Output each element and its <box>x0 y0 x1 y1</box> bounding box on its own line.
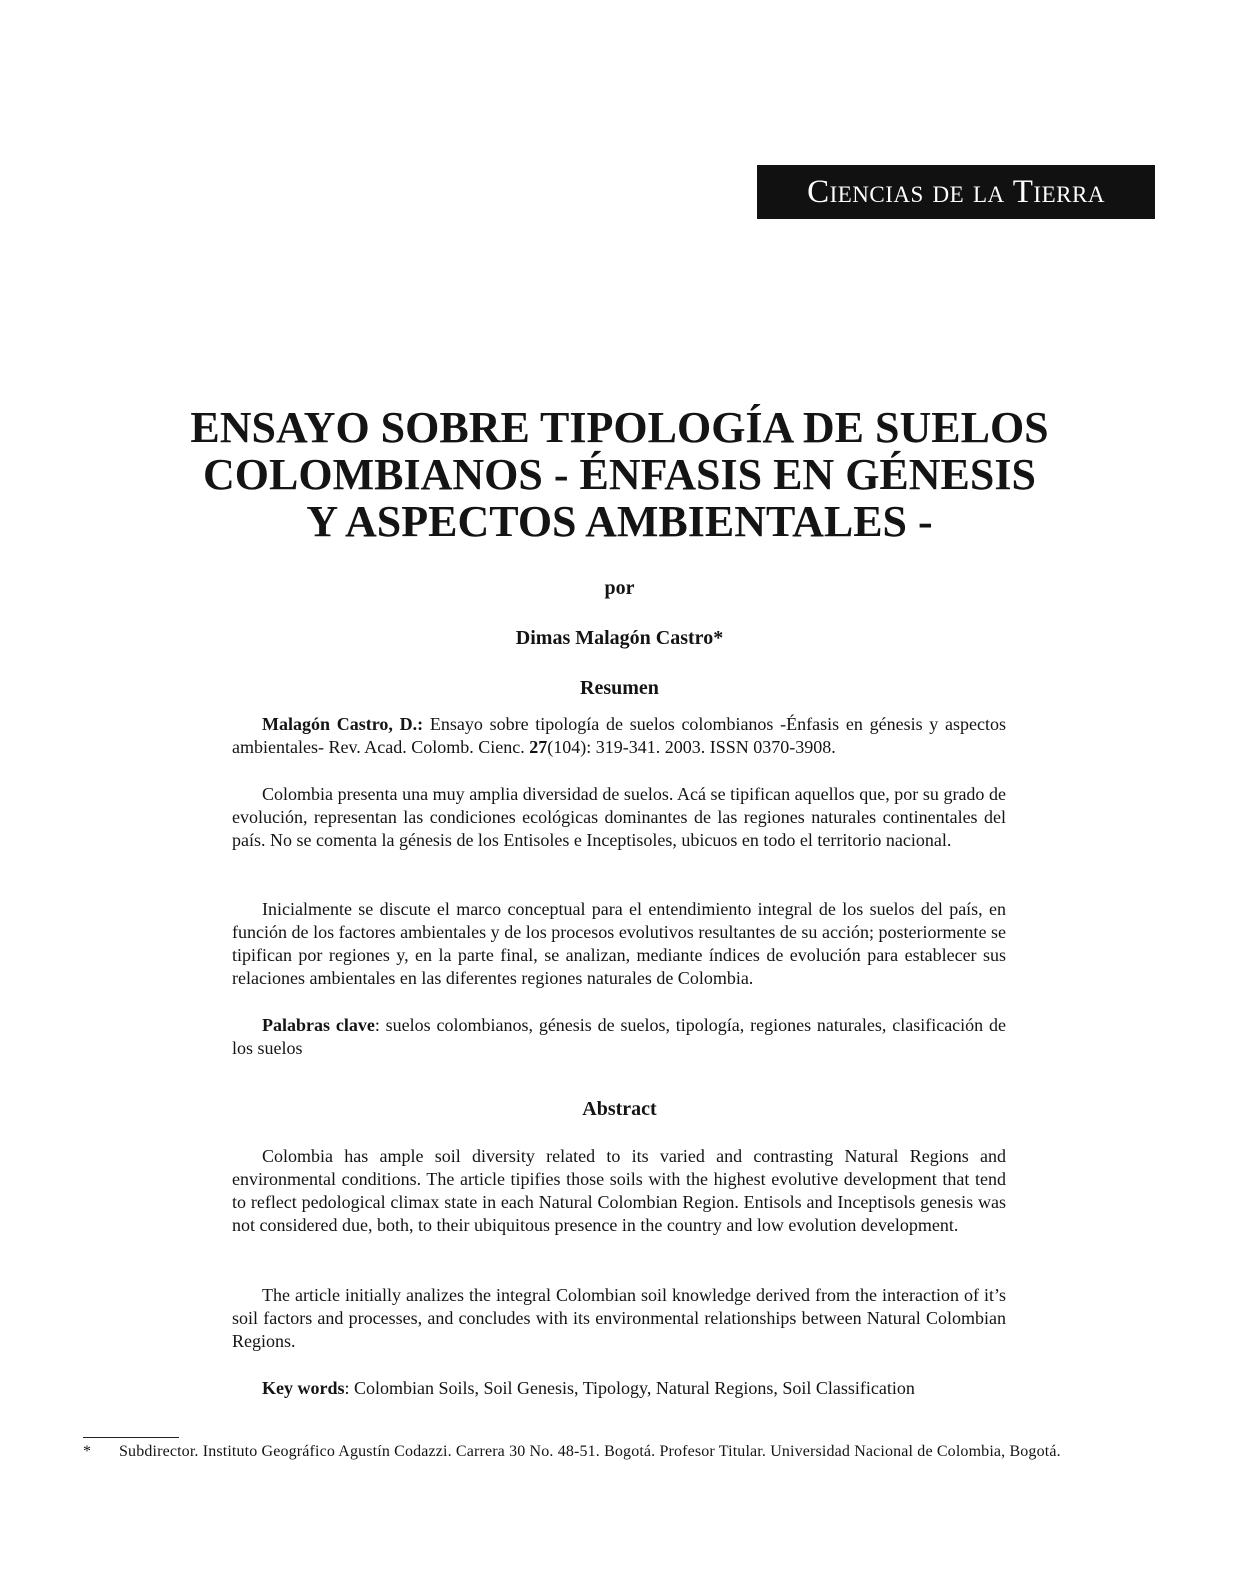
abstract-paragraph: The article initially analizes the integral Colombian soil knowledge derived from the interaction of it’s soil factors and processes, and concludes with its environmental relationships between Natural Colombian Regions. <box>232 1285 1006 1351</box>
citation-authors: Malagón Castro, D.: <box>262 714 424 734</box>
abstract-keywords <box>232 1377 1006 1400</box>
footnote-rule <box>83 1437 179 1438</box>
keywords-label: Palabras clave <box>262 1015 375 1035</box>
keywords-text: : Colombian Soils, Soil Genesis, Tipology, Natural Regions, Soil Classification <box>344 1378 915 1398</box>
article-title <box>120 404 1119 545</box>
footnote <box>83 1442 1163 1462</box>
resumen-heading: Resumen <box>580 677 659 699</box>
abstract-heading: Abstract <box>582 1098 657 1120</box>
author-name: Dimas Malagón Castro* <box>515 627 724 649</box>
keywords-label: Key words <box>262 1378 345 1398</box>
citation-paragraph <box>232 713 1006 759</box>
title-line: ENSAYO SOBRE TIPOLOGÍA DE SUELOS <box>190 403 1049 452</box>
resumen-paragraph: Colombia presenta una muy amplia diversidad de suelos. Acá se tipifican aquellos que, por su grado de evolución, representan las condiciones ecológicas dominantes de las regiones naturales continentales del país. No se comenta la génesis de los Entisoles e Inceptisoles, ubicuos en todo el territorio nacional. <box>232 784 1006 850</box>
resumen-keywords <box>232 1014 1006 1060</box>
citation-text: Ensayo sobre tipología de suelos colombianos -Énfasis en génesis y aspectos ambientales- Rev. Acad. Colomb. Cienc. <box>232 714 1007 757</box>
footnote-marker: * <box>83 1443 91 1460</box>
byline: por <box>604 577 635 599</box>
resumen-paragraph: Inicialmente se discute el marco conceptual para el entendimiento integral de los suelos del país, en función de los factores ambientales y de los procesos evolutivos resultantes de su acción; posteriormente se tipifican por regiones y, en la parte final, se analizan, mediante índices de evolución para establecer sus relaciones ambientales en las diferentes regiones naturales de Colombia. <box>232 899 1006 988</box>
abstract-paragraph: Colombia has ample soil diversity related to its varied and contrasting Natural Regions and environmental conditions. The article tipifies those soils with the highest evolutive development that tend to reflect pedological climax state in each Natural Colombian Region. Entisols and Inceptisols genesis was not considered due, both, to their ubiquitous presence in the country and low evolution development. <box>232 1146 1006 1235</box>
section-banner: Ciencias de la Tierra <box>757 165 1155 219</box>
citation-volume: 27 <box>529 737 548 757</box>
title-line: COLOMBIANOS - ÉNFASIS EN GÉNESIS <box>203 450 1036 499</box>
footnote-text: Subdirector. Instituto Geográfico Agustín Codazzi. Carrera 30 No. 48-51. Bogotá. Profesor Titular. Universidad Nacional de Colombia, Bogotá. <box>119 1443 1061 1460</box>
citation-pages: (104): 319-341. 2003. ISSN 0370-3908. <box>547 737 836 757</box>
title-line: Y ASPECTOS AMBIENTALES - <box>306 497 933 546</box>
keywords-text: : suelos colombianos, génesis de suelos, tipología, regiones naturales, clasificación de los suelos <box>232 1015 1006 1058</box>
